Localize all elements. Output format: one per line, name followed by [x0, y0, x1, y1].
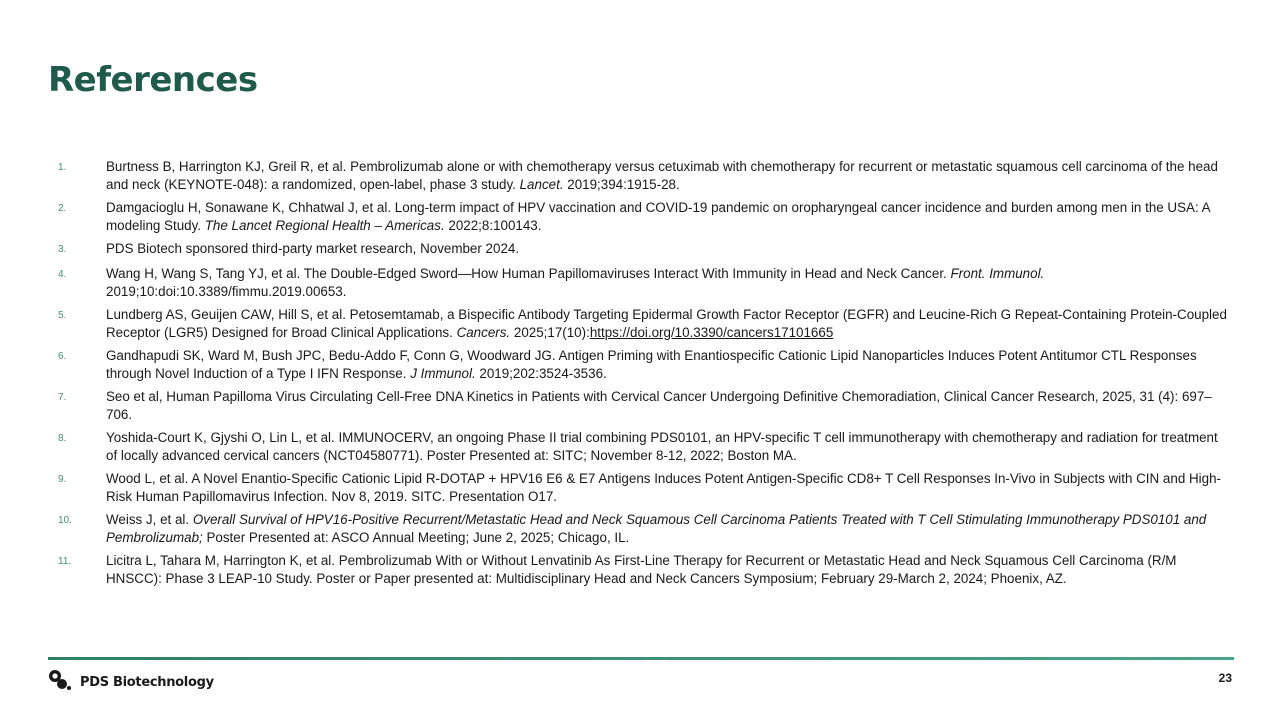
reference-text-part: 2019;10:doi:10.3389/fimmu.2019.00653. — [106, 283, 347, 299]
reference-text — [106, 388, 1228, 423]
reference-text-part: 2019;202:3524-3536. — [475, 365, 607, 381]
reference-number: 4. — [58, 269, 67, 280]
pds-logo-icon — [48, 669, 72, 696]
reference-text-part: Yoshida-Court K, Gjyshi O, Lin L, et al. IMMUNOCERV, an ongoing Phase II trial combining PDS0101, an HPV-specific T cell immunotherapy with chemotherapy and radiation for treatment of locally advanced cervical cancers (NCT04580771). Poster Presented at: SITC; November 8-12, 2022; Boston MA. — [106, 430, 1218, 463]
reference-number: 9. — [58, 474, 67, 485]
reference-number: 6. — [58, 351, 67, 362]
reference-journal: Front. Immunol. — [950, 266, 1045, 281]
reference-text-part: PDS Biotech sponsored third-party market research, November 2024. — [106, 241, 520, 256]
reference-number: 1. — [58, 162, 67, 173]
reference-item — [58, 199, 1228, 234]
reference-item — [58, 265, 1228, 300]
reference-text — [106, 552, 1228, 587]
reference-journal: The Lancet Regional Health – Americas. — [204, 217, 445, 233]
reference-text-part: Seo et al, Human Papilloma Virus Circulating Cell-Free DNA Kinetics in Patients with Cervical Cancer Undergoing Definitive Chemoradiation, Clinical Cancer Research, 2025, 31 (4): 697–706. — [106, 389, 1212, 422]
reference-item — [58, 429, 1228, 464]
brand-name: PDS Biotechnology — [80, 675, 214, 690]
reference-text — [106, 511, 1228, 546]
reference-text-part: 2019;394:1915-28. — [563, 176, 680, 192]
reference-journal: Overall Survival of HPV16-Positive Recurrent/Metastatic Head and Neck Squamous Cell Carcinoma Patients Treated with T Cell Stimulating Immunotherapy PDS0101 and Pembrolizumab; — [106, 512, 1207, 545]
page-title: References — [48, 60, 258, 100]
reference-item — [58, 388, 1228, 423]
reference-text-part: Damgacioglu H, Sonawane K, Chhatwal J, et al. Long-term impact of HPV vaccination and COVID-19 pandemic on oropharyngeal cancer incidence and burden among men in the USA: A modeling Study. — [106, 200, 1210, 233]
reference-text — [106, 158, 1228, 193]
reference-item — [58, 240, 1228, 259]
reference-text-part: 2025;17(10): — [510, 324, 590, 340]
reference-text-part: Wood L, et al. A Novel Enantio-Specific Cationic Lipid R-DOTAP + HPV16 E6 & E7 Antigens Induces Potent Antigen-Specific CD8+ T Cell Responses In-Vivo in Subjects with CIN and High-Risk Human Papillomavirus Infection. Nov 8, 2019. SITC. Presentation O17. — [106, 471, 1221, 504]
footer-divider — [48, 657, 1234, 660]
reference-text — [106, 470, 1228, 505]
reference-text — [106, 240, 1228, 259]
reference-text — [106, 199, 1228, 234]
reference-list — [58, 158, 1228, 593]
reference-text-part: Poster Presented at: ASCO Annual Meeting; June 2, 2025; Chicago, IL. — [202, 529, 630, 545]
reference-journal: Cancers. — [456, 324, 511, 340]
reference-number: 11. — [58, 556, 72, 567]
reference-text — [106, 265, 1228, 300]
page-number: 23 — [1218, 671, 1232, 685]
reference-number: 7. — [58, 392, 67, 403]
reference-item — [58, 306, 1228, 341]
reference-item — [58, 470, 1228, 505]
reference-text-part: Burtness B, Harrington KJ, Greil R, et al. Pembrolizumab alone or with chemotherapy versus cetuximab with chemotherapy for recurrent or metastatic squamous cell carcinoma of the head and neck (KEYNOTE-048): a randomized, open-label, phase 3 study. — [106, 159, 1218, 192]
reference-item — [58, 158, 1228, 193]
reference-item — [58, 552, 1228, 587]
reference-link[interactable]: https://doi.org/10.3390/cancers17101665 — [589, 324, 834, 340]
reference-item — [58, 511, 1228, 546]
reference-number: 8. — [58, 433, 67, 444]
reference-item — [58, 347, 1228, 382]
reference-text-part: Licitra L, Tahara M, Harrington K, et al. Pembrolizumab With or Without Lenvatinib As First-Line Therapy for Recurrent or Metastatic Head and Neck Squamous Cell Carcinoma (R/M HNSCC): Phase 3 LEAP-10 Study. Poster or Paper presented at: Multidisciplinary Head and Neck Cancers Symposium; February 29-March 2, 2024; Phoenix, AZ. — [106, 553, 1177, 586]
reference-text-part: Gandhapudi SK, Ward M, Bush JPC, Bedu-Addo F, Conn G, Woodward JG. Antigen Priming with Enantiospecific Cationic Lipid Nanoparticles Induces Potent Antitumor CTL Responses through Novel Induction of a Type I IFN Response. — [106, 348, 1197, 381]
reference-number: 3. — [58, 244, 67, 255]
reference-text-part: Lundberg AS, Geuijen CAW, Hill S, et al. Petosemtamab, a Bispecific Antibody Targeting Epidermal Growth Factor Receptor (EGFR) and Leucine-Rich G Repeat-Containing Protein-Coupled Receptor (LGR5) Designed for Broad Clinical Applications. — [106, 307, 1227, 340]
reference-number: 2. — [58, 203, 67, 214]
footer-logo — [48, 669, 214, 696]
reference-text-part: 2022;8:100143. — [444, 217, 542, 233]
reference-text-part: Weiss J, et al. — [106, 512, 193, 527]
reference-number: 5. — [58, 310, 67, 321]
reference-text — [106, 429, 1228, 464]
reference-text — [106, 306, 1228, 341]
reference-text-part: Wang H, Wang S, Tang YJ, et al. The Double-Edged Sword—How Human Papillomaviruses Interact With Immunity in Head and Neck Cancer. — [106, 266, 951, 281]
reference-text — [106, 347, 1228, 382]
reference-number: 10. — [58, 515, 72, 526]
reference-journal: J Immunol. — [410, 365, 476, 381]
reference-journal: Lancet. — [519, 176, 564, 192]
